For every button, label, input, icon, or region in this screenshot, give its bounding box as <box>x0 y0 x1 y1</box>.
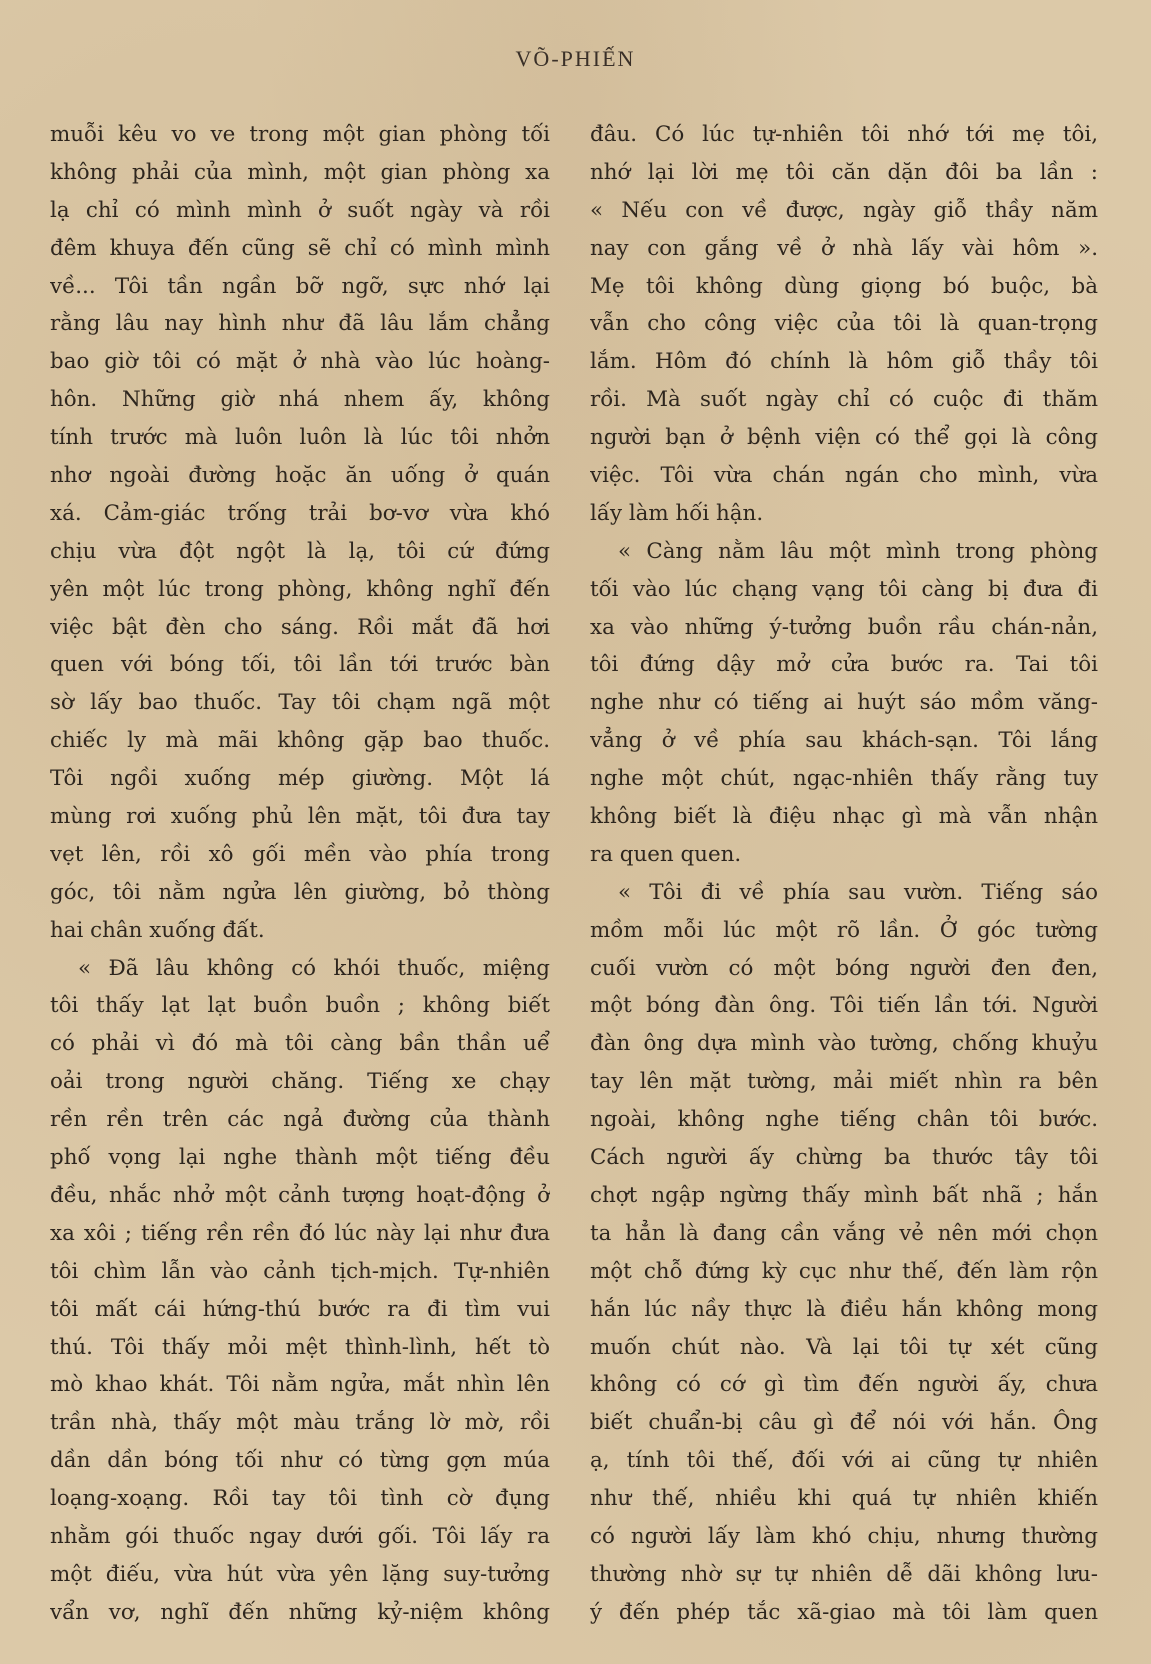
text-line: không biết là điệu nhạc gì mà vẫn nhận <box>590 804 1098 830</box>
text-line: rồi. Mà suốt ngày chỉ có cuộc đi thăm <box>590 387 1098 413</box>
text-line: chịu vừa đột ngột là lạ, tôi cứ đứng <box>50 538 550 564</box>
text-line: phố vọng lại nghe thành một tiếng đều <box>50 1145 550 1171</box>
text-line: bao giờ tôi có mặt ở nhà vào lúc hoàng- <box>50 349 550 375</box>
text-line: ta hẳn là đang cần vắng vẻ nên mới chọn <box>590 1220 1098 1246</box>
text-line: đàn ông dựa mình vào tường, chống khuỷu <box>590 1031 1098 1057</box>
text-line: người bạn ở bệnh viện có thể gọi là công <box>590 425 1098 451</box>
text-line: sờ lấy bao thuốc. Tay tôi chạm ngã một <box>50 690 550 716</box>
text-line: việc bật đèn cho sáng. Rồi mắt đã hơi <box>50 614 550 640</box>
text-line: về... Tôi tần ngần bỡ ngỡ, sực nhớ lại <box>50 273 550 299</box>
text-line: như thế, nhiều khi quá tự nhiên khiến <box>590 1486 1098 1512</box>
text-line: mồm mỗi lúc một rõ lần. Ở góc tường <box>590 917 1098 943</box>
running-header: VÕ-PHIẾN <box>515 46 636 71</box>
text-line: ý đến phép tắc xã-giao mà tôi làm quen <box>590 1599 1098 1625</box>
text-line: Tôi ngồi xuống mép giường. Một lá <box>50 766 550 792</box>
text-line: một chỗ đứng kỳ cục như thế, đến làm rộn <box>590 1258 1098 1284</box>
text-line: mùng rơi xuống phủ lên mặt, tôi đưa tay <box>50 804 550 830</box>
text-line: « Nếu con về được, ngày giỗ thầy năm <box>590 197 1098 223</box>
text-line: Cách người ấy chừng ba thước tây tôi <box>590 1145 1098 1171</box>
text-line: đâu. Có lúc tự-nhiên tôi nhớ tới mẹ tôi, <box>590 122 1098 147</box>
text-line: việc. Tôi vừa chán ngán cho mình, vừa <box>590 463 1098 489</box>
text-line: tôi chìm lẫn vào cảnh tịch-mịch. Tự-nhiên <box>50 1258 550 1284</box>
text-line: tôi đứng dậy mở cửa bước ra. Tai tôi <box>590 652 1098 678</box>
text-line: xa xôi ; tiếng rền rền đó lúc này lại như đưa <box>50 1220 550 1246</box>
text-line: một điếu, vừa hút vừa yên lặng suy-tưởng <box>50 1561 550 1587</box>
text-line: thường nhờ sự tự nhiên dễ dãi không lưu- <box>590 1561 1098 1587</box>
text-line: tay lên mặt tường, mải miết nhìn ra bên <box>590 1069 1098 1095</box>
text-line: vẫn cho công việc của tôi là quan-trọng <box>590 311 1098 337</box>
text-line: xá. Cảm-giác trống trải bơ-vơ vừa khó <box>50 500 550 526</box>
text-line: nghe như có tiếng ai huýt sáo mồm văng- <box>590 690 1098 716</box>
text-line: rền rền trên các ngả đường của thành <box>50 1107 550 1133</box>
text-line: không có cớ gì tìm đến người ấy, chưa <box>590 1372 1098 1398</box>
text-line: một bóng đàn ông. Tôi tiến lần tới. Người <box>590 993 1098 1019</box>
text-line: tôi mất cái hứng-thú bước ra đi tìm vui <box>50 1296 550 1322</box>
text-line: ngoài, không nghe tiếng chân tôi bước. <box>590 1107 1098 1133</box>
text-line: hắn lúc nầy thực là điều hắn không mong <box>590 1296 1098 1322</box>
text-line: lắm. Hôm đó chính là hôm giỗ thầy tôi <box>590 349 1098 375</box>
text-line: « Càng nằm lâu một mình trong phòng <box>618 538 1098 564</box>
text-line: biết chuẩn-bị câu gì để nói với hắn. Ông <box>590 1410 1098 1436</box>
text-line: rằng lâu nay hình như đã lâu lắm chẳng <box>50 311 550 337</box>
text-line: xa vào những ý-tưởng buồn rầu chán-nản, <box>590 614 1098 640</box>
text-line: yên một lúc trong phòng, không nghĩ đến <box>50 576 550 602</box>
text-line: đều, nhắc nhở một cảnh tượng hoạt-động ở <box>50 1182 550 1208</box>
text-line: vẩn vơ, nghĩ đến những kỷ-niệm không <box>50 1599 550 1625</box>
text-line: muốn chút nào. Và lại tôi tự xét cũng <box>590 1334 1098 1360</box>
text-line: vẹt lên, rồi xô gối mền vào phía trong <box>50 841 550 867</box>
text-line: nay con gắng về ở nhà lấy vài hôm ». <box>590 235 1098 261</box>
text-line: chiếc ly mà mãi không gặp bao thuốc. <box>50 728 550 754</box>
text-line: nghe một chút, ngạc-nhiên thấy rằng tuy <box>590 766 1098 792</box>
text-line: có phải vì đó mà tôi càng bần thần uể <box>50 1031 550 1057</box>
text-line: ra quen quen. <box>590 841 742 867</box>
text-line: hôn. Những giờ nhá nhem ấy, không <box>50 387 550 413</box>
text-line: lấy làm hối hận. <box>590 500 764 526</box>
text-line: hai chân xuống đất. <box>50 917 265 943</box>
text-line: lạ chỉ có mình mình ở suốt ngày và rồi <box>50 197 550 223</box>
right-text-column <box>590 116 1098 1632</box>
text-line: cuối vườn có một bóng người đen đen, <box>590 955 1098 981</box>
text-line: góc, tôi nằm ngửa lên giường, bỏ thòng <box>50 879 550 905</box>
text-line: Mẹ tôi không dùng giọng bó buộc, bà <box>590 273 1098 299</box>
text-line: tối vào lúc chạng vạng tôi càng bị đưa đi <box>590 576 1098 602</box>
text-line: thú. Tôi thấy mỏi mệt thình-lình, hết tò <box>50 1334 550 1360</box>
text-line: không phải của mình, một gian phòng xa <box>50 159 550 185</box>
text-line: « Tôi đi về phía sau vườn. Tiếng sáo <box>618 879 1098 905</box>
text-line: tính trước mà luôn luôn là lúc tôi nhởn <box>50 425 550 451</box>
text-line: vẳng ở về phía sau khách-sạn. Tôi lắng <box>590 728 1098 754</box>
text-line: dần dần bóng tối như có từng gợn múa <box>50 1448 550 1474</box>
text-line: ạ, tính tôi thế, đối với ai cũng tự nhiên <box>590 1448 1098 1474</box>
text-line: trần nhà, thấy một màu trắng lờ mờ, rồi <box>50 1410 550 1436</box>
text-line: loạng-xoạng. Rồi tay tôi tình cờ đụng <box>50 1486 550 1512</box>
text-line: mò khao khát. Tôi nằm ngửa, mắt nhìn lên <box>50 1372 550 1398</box>
text-line: oải trong người chăng. Tiếng xe chạy <box>50 1069 550 1095</box>
text-line: nhớ lại lời mẹ tôi căn dặn đôi ba lần : <box>590 159 1098 185</box>
text-line: muỗi kêu vo ve trong một gian phòng tối <box>50 122 550 147</box>
text-line: đêm khuya đến cũng sẽ chỉ có mình mình <box>50 235 550 261</box>
text-line: tôi thấy lạt lạt buồn buồn ; không biết <box>50 993 550 1019</box>
text-line: nhằm gói thuốc ngay dưới gối. Tôi lấy ra <box>50 1523 550 1549</box>
text-line: có người lấy làm khó chịu, nhưng thường <box>590 1523 1098 1549</box>
text-line: nhơ ngoài đường hoặc ăn uống ở quán <box>50 463 550 489</box>
text-line: chợt ngập ngừng thấy mình bất nhã ; hắn <box>590 1182 1098 1208</box>
left-text-column <box>50 116 550 1632</box>
text-line: « Đã lâu không có khói thuốc, miệng <box>78 955 550 981</box>
text-line: quen với bóng tối, tôi lần tới trước bàn <box>50 652 550 678</box>
